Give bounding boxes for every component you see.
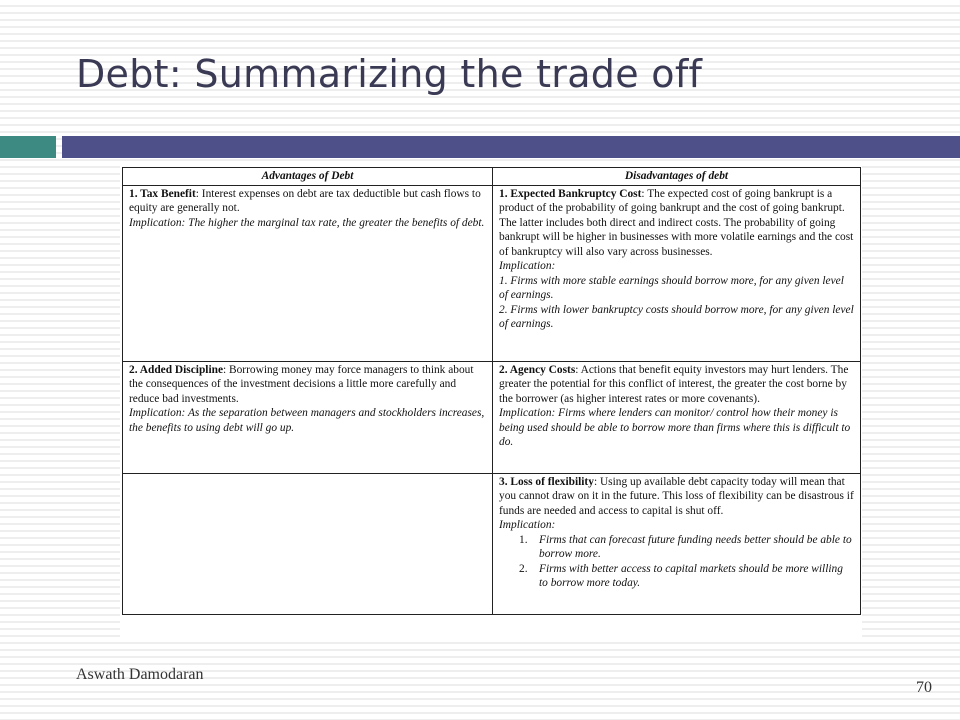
advantage-heading: 1. Tax Benefit xyxy=(129,187,196,200)
disadvantage-implication-label: Implication: xyxy=(499,519,556,531)
disadvantage-body: : The expected cost of going bankrupt is a product of the probability of going bankrupt and the cost of going bankrupt. The latter includes both direct and indirect costs. The probability of going bankrupt will be higher in businesses with more volatile earnings and the cost of bankruptcy will also vary across businesses. xyxy=(499,187,854,258)
implication-point: 1. Firms with more stable earnings should borrow more, for any given level of earnings. xyxy=(499,274,844,301)
disadvantage-cell xyxy=(493,473,861,614)
advantage-implication: Implication: The higher the marginal tax rate, the greater the benefits of debt. xyxy=(129,216,485,229)
advantages-header: Advantages of Debt xyxy=(123,168,493,186)
list-number: 1. xyxy=(519,533,528,546)
disadvantage-body: : Actions that benefit equity investors may hurt lenders. The greater the potential for this conflict of interest, the greater the cost borne by the borrower (as higher interest rates or more covenants). xyxy=(499,363,849,405)
implication-list-item xyxy=(499,533,854,562)
footer-author: Aswath Damodaran xyxy=(76,666,204,683)
advantage-body: : Interest expenses on debt are tax deductible but cash flows to equity are generally not. xyxy=(129,187,481,214)
table-row xyxy=(123,473,861,614)
accent-bar-teal xyxy=(0,136,56,158)
implication-list-item xyxy=(499,562,854,591)
table-row xyxy=(123,185,861,361)
disadvantage-body: : Using up available debt capacity today will mean that you cannot draw on it in the future. This loss of flexibility can be disastrous if funds are needed and access to capital is shut off. xyxy=(499,475,854,517)
disadvantage-heading: 2. Agency Costs xyxy=(499,363,576,376)
implication-point: 2. Firms with lower bankruptcy costs should borrow more, for any given level of earnings. xyxy=(499,303,854,330)
disadvantage-implication-label: Implication: xyxy=(499,260,556,272)
disadvantages-header: Disadvantages of debt xyxy=(493,168,861,186)
list-item-text: Firms that can forecast future funding needs better should be able to borrow more. xyxy=(539,533,852,560)
advantage-body: : Borrowing money may force managers to think about the consequences of the investment decisions a little more carefully and reduce bad investments. xyxy=(129,363,474,405)
disadvantage-heading: 3. Loss of flexibility xyxy=(499,475,594,488)
accent-bar-purple xyxy=(62,136,960,158)
advantage-cell xyxy=(123,361,493,473)
table-row xyxy=(123,361,861,473)
table-panel xyxy=(120,165,862,640)
table-header-row xyxy=(123,168,861,186)
list-item-text: Firms with better access to capital markets should be more willing to borrow more today. xyxy=(539,562,843,589)
advantage-heading: 2. Added Discipline xyxy=(129,363,223,376)
advantage-cell-empty xyxy=(123,473,493,614)
disadvantage-cell xyxy=(493,185,861,361)
disadvantage-implication: Implication: Firms where lenders can monitor/ control how their money is being used should be able to borrow more than firms where this is difficult to do. xyxy=(499,407,851,448)
disadvantage-heading: 1. Expected Bankruptcy Cost xyxy=(499,187,642,200)
advantage-cell xyxy=(123,185,493,361)
page-number: 70 xyxy=(916,679,932,696)
advantage-implication: Implication: As the separation between managers and stockholders increases, the benefits to using debt will go up. xyxy=(129,407,485,434)
disadvantage-cell xyxy=(493,361,861,473)
slide-title: Debt: Summarizing the trade off xyxy=(76,52,703,96)
tradeoff-table xyxy=(122,167,861,615)
list-number: 2. xyxy=(519,562,528,575)
